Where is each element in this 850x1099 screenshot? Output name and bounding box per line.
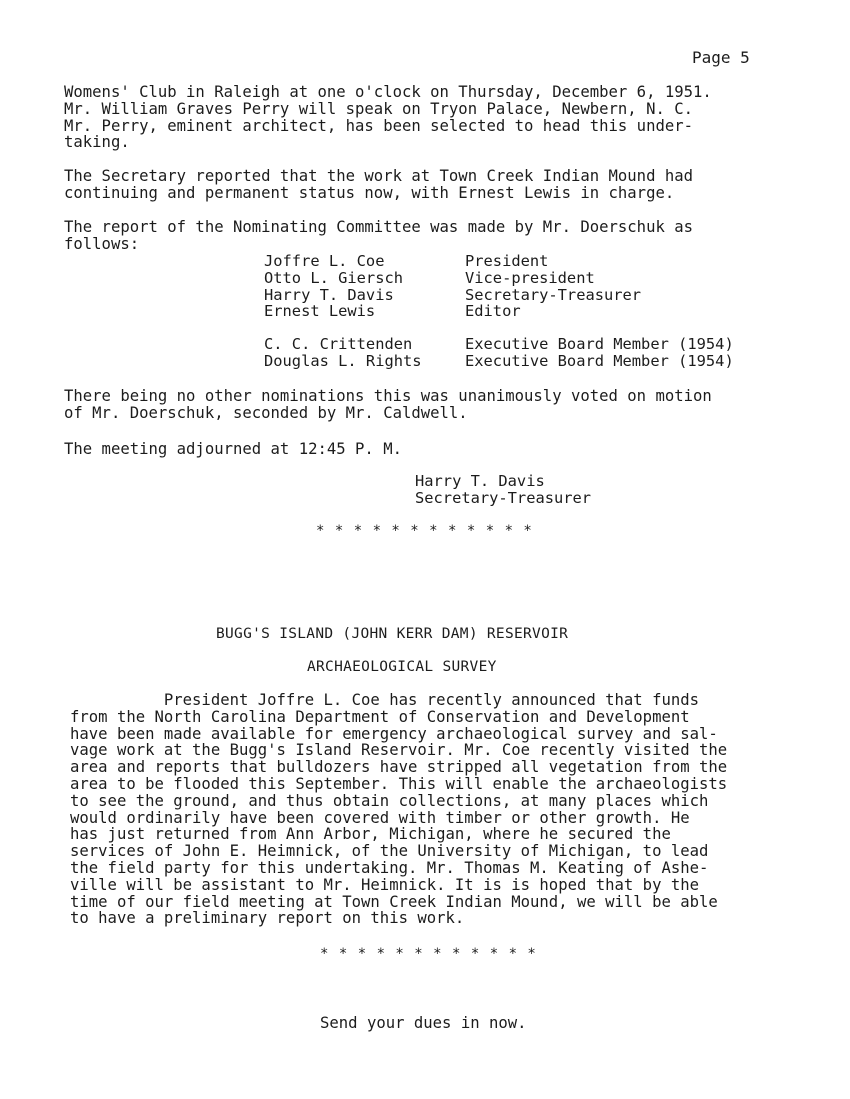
text-line: have been made available for emergency archaeological survey and sal-	[70, 724, 718, 743]
officer-row	[264, 303, 734, 320]
signature-name: Harry T. Davis	[415, 472, 545, 490]
text-line: Mr. William Graves Perry will speak on Tryon Palace, Newbern, N. C.	[64, 99, 694, 118]
text-line: from the North Carolina Department of Conservation and Development	[70, 707, 690, 726]
text-line: Mr. Perry, eminent architect, has been selected to head this under-	[64, 116, 694, 135]
nominating-paragraph	[64, 219, 693, 253]
town-creek-paragraph	[64, 168, 693, 202]
officer-row	[264, 287, 734, 304]
vote-paragraph	[64, 388, 712, 422]
dues-reminder: Send your dues in now.	[320, 1014, 527, 1032]
board-member-role: Executive Board Member (1954)	[465, 335, 734, 354]
text-line: The Secretary reported that the work at Town Creek Indian Mound had	[64, 167, 694, 185]
board-member-name: C. C. Crittenden	[264, 335, 413, 354]
board-member-name: Douglas L. Rights	[264, 351, 422, 370]
signature-block	[415, 473, 591, 507]
spacer	[264, 320, 734, 336]
article-body	[70, 692, 727, 927]
officer-row	[264, 270, 734, 287]
text-line: vage work at the Bugg's Island Reservoir. Mr. Coe recently visited the	[70, 741, 728, 760]
text-line: services of John E. Heimnick, of the University of Michigan, to lead	[70, 842, 709, 861]
text-line: of Mr. Doerschuk, seconded by Mr. Caldwell.	[64, 403, 468, 422]
officer-name: Joffre L. Coe	[264, 252, 385, 270]
board-member-role: Executive Board Member (1954)	[465, 351, 734, 370]
text-line: to have a preliminary report on this work.	[70, 909, 465, 928]
signature-title: Secretary-Treasurer	[415, 488, 592, 507]
officer-slate	[264, 253, 734, 370]
text-line: Womens' Club in Raleigh at one o'clock on Thursday, December 6, 1951.	[64, 83, 712, 101]
adjournment-line: The meeting adjourned at 12:45 P. M.	[64, 440, 402, 458]
officer-row	[264, 253, 734, 270]
text-line: the field party for this undertaking. Mr. Thomas M. Keating of Ashe-	[70, 858, 709, 877]
text-line: There being no other nominations this was unanimously voted on motion	[64, 387, 712, 405]
text-line: taking.	[64, 133, 130, 152]
text-line: has just returned from Ann Arbor, Michigan, where he secured the	[70, 825, 671, 844]
section-separator: * * * * * * * * * * * *	[320, 946, 537, 962]
officer-name: Otto L. Giersch	[264, 268, 403, 287]
officer-role: Vice-president	[465, 268, 595, 287]
text-line: follows:	[64, 234, 140, 253]
text-line: time of our field meeting at Town Creek Indian Mound, we will be able	[70, 892, 718, 911]
page-number: Page 5	[692, 48, 750, 67]
text-line: to see the ground, and thus obtain collections, at many places which	[70, 791, 709, 810]
text-line: area and reports that bulldozers have stripped all vegetation from the	[70, 758, 728, 777]
officer-role: Editor	[465, 302, 521, 321]
officer-role: President	[465, 252, 549, 270]
officer-name: Harry T. Davis	[264, 285, 394, 304]
officer-role: Secretary-Treasurer	[465, 285, 642, 304]
text-line: area to be flooded this September. This will enable the archaeologists	[70, 774, 728, 793]
article-title: BUGG'S ISLAND (JOHN KERR DAM) RESERVOIR	[216, 626, 569, 642]
text-line: The report of the Nominating Committee was made by Mr. Doerschuk as	[64, 218, 694, 236]
board-member-row	[264, 336, 734, 353]
section-separator: * * * * * * * * * * * *	[316, 523, 533, 539]
officer-name: Ernest Lewis	[264, 302, 376, 321]
article-subtitle: ARCHAEOLOGICAL SURVEY	[307, 659, 497, 675]
intro-paragraph	[64, 84, 712, 151]
text-line: ville will be assistant to Mr. Heimnick. It is is hoped that by the	[70, 875, 700, 894]
board-member-row	[264, 353, 734, 370]
text-line: President Joffre L. Coe has recently announced that funds	[70, 691, 700, 709]
text-line: continuing and permanent status now, with Ernest Lewis in charge.	[64, 183, 675, 202]
text-line: would ordinarily have been covered with timber or other growth. He	[70, 808, 690, 827]
